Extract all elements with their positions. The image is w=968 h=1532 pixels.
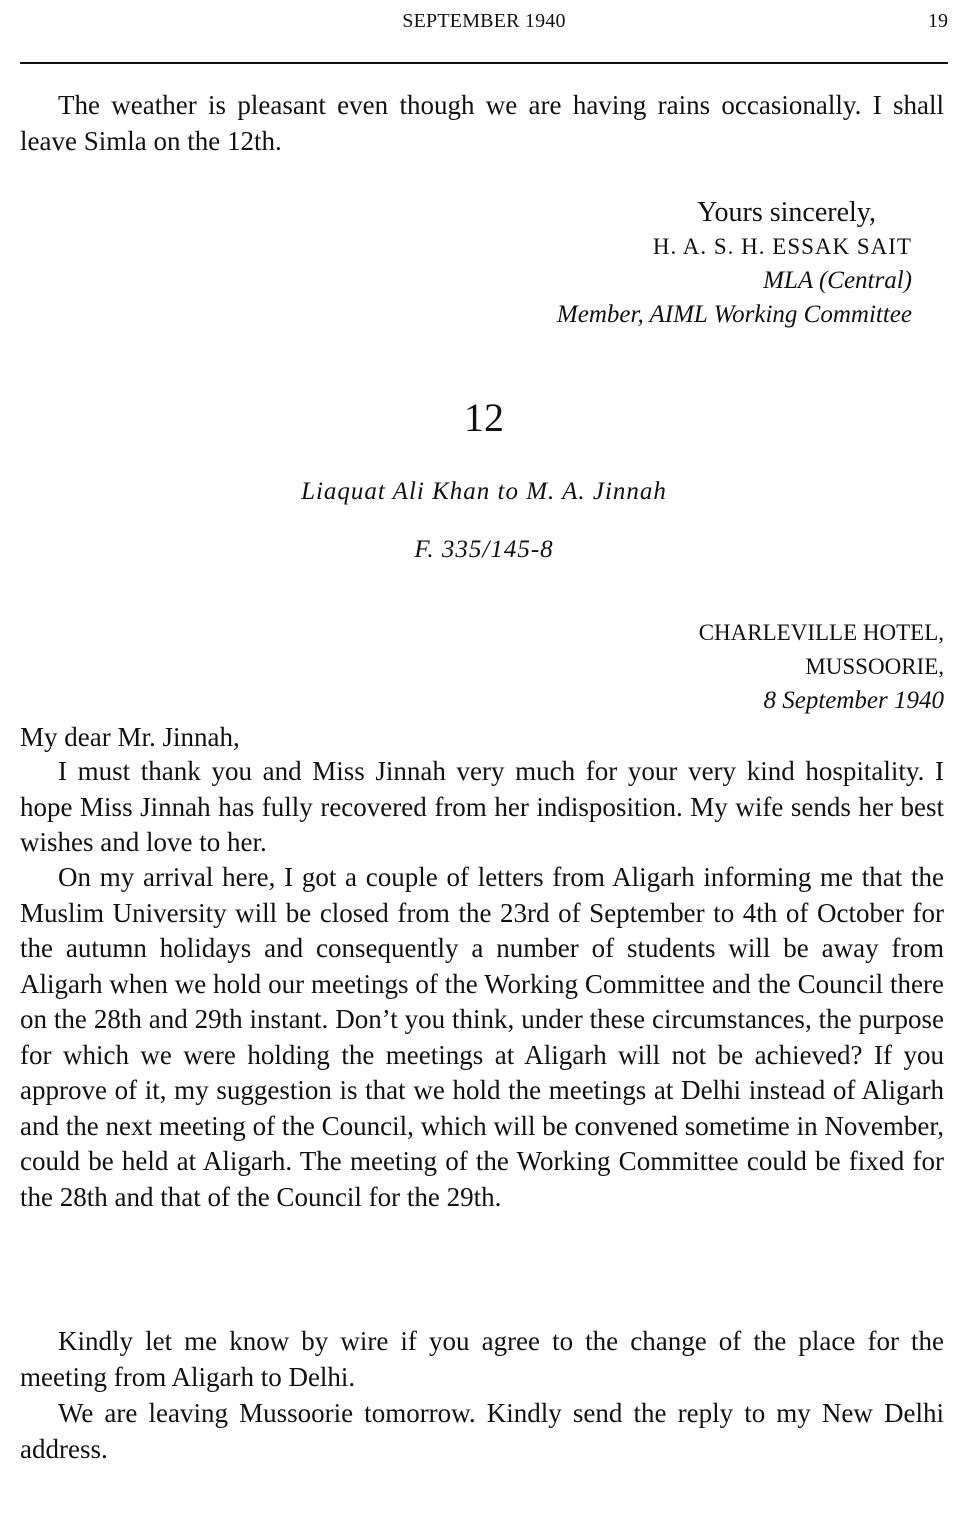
signatory-title-1: MLA (Central) xyxy=(763,267,912,294)
document-number: 12 xyxy=(464,395,504,440)
running-header xyxy=(20,8,948,38)
valediction: Yours sincerely, xyxy=(697,197,876,228)
signature-block xyxy=(557,196,912,332)
address-line-1: CHARLEVILLE HOTEL, xyxy=(698,620,944,645)
sender-address xyxy=(699,616,944,718)
document-heading: Liaquat Ali Khan to M. A. Jinnah xyxy=(301,478,667,505)
letter-paragraph-2: On my arrival here, I got a couple of letters from Aligarh informing me that the Muslim University will be closed from the 23rd of September to 4th of October for the autumn holidays and consequently a number of students will be away from Aligarh when we hold our meetings of the Working Committee and the Council there on the 28th and 29th instant. Don’t you think, under these circumstances, the purpose for which we were holding the meetings at Aligarh will not be achieved? If you approve of it, my suggestion is that we hold the meetings at Delhi instead of Aligarh and the next meeting of the Council, which will be convened sometime in November, could be held at Aligarh. The meeting of the Working Committee could be fixed for the 28th and that of the Council for the 29th. xyxy=(20,862,944,1212)
letter-paragraph-3: Kindly let me know by wire if you agree to the change of the place for the meeting from Aligarh to Delhi. xyxy=(20,1326,944,1392)
previous-letter-closing-paragraph: The weather is pleasant even though we are having rains occasionally. I shall leave Simla on the 12th. xyxy=(20,90,944,156)
letter-date: 8 September 1940 xyxy=(763,687,944,714)
running-title: SEPTEMBER 1940 xyxy=(402,10,566,32)
address-line-2: MUSSOORIE, xyxy=(805,654,944,679)
letter-paragraph-1: I must thank you and Miss Jinnah very much for your very kind hospitality. I hope Miss Jinnah has fully recovered from her indisposition. My wife sends her best wishes and love to her. xyxy=(20,756,944,857)
file-reference: F. 335/145-8 xyxy=(414,536,554,563)
signatory-title-2: Member, AIML Working Committee xyxy=(556,301,912,328)
letter-salutation: My dear Mr. Jinnah, xyxy=(20,722,240,752)
letter-paragraph-4: We are leaving Mussoorie tomorrow. Kindly send the reply to my New Delhi address. xyxy=(20,1398,944,1464)
signatory-name: H. A. S. H. ESSAK SAIT xyxy=(652,234,912,259)
header-rule xyxy=(20,62,948,64)
page-number: 19 xyxy=(928,10,948,32)
